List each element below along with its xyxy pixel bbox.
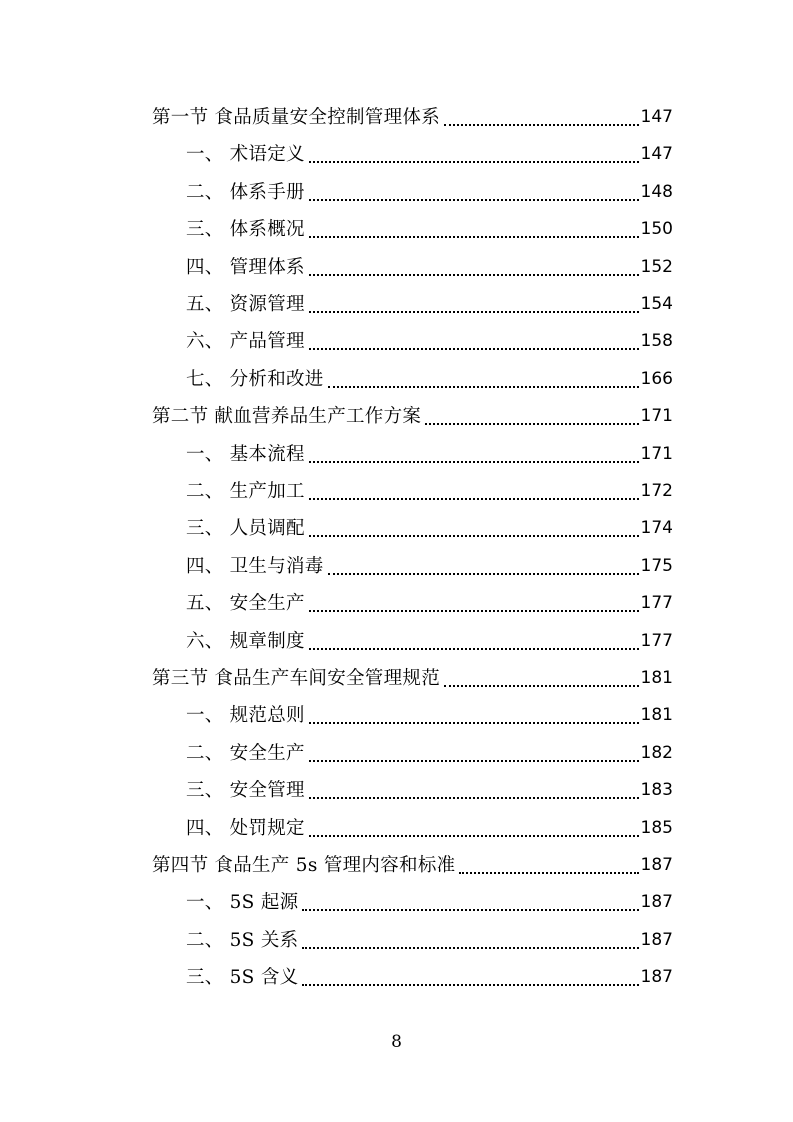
toc-item-row[interactable] [186,174,673,211]
toc-entry-number: 第三节 [152,668,209,689]
dot-leader [309,310,639,313]
toc-item-row[interactable] [186,436,673,473]
toc-item-row[interactable] [186,473,673,510]
toc-entry-title [186,548,324,585]
toc-entry-text: 人员调配 [229,518,305,540]
toc-entry-number: 一、 [186,705,224,727]
toc-item-row[interactable] [186,548,673,585]
toc-entry-text: 5S 含义 [229,967,299,989]
toc-item-row[interactable] [186,922,673,959]
toc-entry-text: 安全管理 [229,780,305,802]
toc-entry-title [152,847,455,884]
toc-item-row[interactable] [186,623,673,660]
toc-page-number: 177 [640,630,673,651]
toc-entry-text: 献血营养品生产工作方案 [214,406,422,428]
toc-item-row[interactable] [186,585,673,622]
toc-entry-title [186,510,305,547]
toc-entry-number: 六、 [186,630,224,652]
toc-entry-text: 产品管理 [229,331,305,353]
toc-entry-title [186,623,305,660]
toc-page-number: 181 [640,668,673,688]
toc-entry-number: 四、 [186,817,224,839]
toc-entry-number: 三、 [186,967,224,989]
toc-entry-title [186,473,305,510]
toc-section-row[interactable] [152,847,673,884]
toc-item-row[interactable] [186,959,673,996]
toc-entry-number: 一、 [186,892,224,914]
toc-section-row[interactable] [152,99,673,136]
toc-entry-number: 三、 [186,518,224,540]
toc-entry-title [186,959,298,996]
toc-item-row[interactable] [186,211,673,248]
toc-item-row[interactable] [186,286,673,323]
toc-entry-number: 七、 [186,368,224,390]
toc-entry-title [186,697,305,734]
toc-entry-title [152,398,421,435]
toc-entry-number: 一、 [186,144,224,166]
toc-entry-text: 管理体系 [229,256,305,278]
dot-leader [309,609,639,612]
toc-item-row[interactable] [186,735,673,772]
dot-leader [425,422,638,425]
dot-leader [309,497,639,500]
dot-leader [328,572,639,575]
toc-section-row[interactable] [152,660,673,697]
dot-leader [309,347,639,350]
toc-entry-text: 体系手册 [229,181,305,203]
dot-leader [302,908,638,911]
toc-entry-text: 规范总则 [229,705,305,727]
toc-entry-title [186,810,305,847]
toc-entry-title [186,286,305,323]
toc-page-number: 172 [640,481,673,501]
toc-page-number: 175 [640,555,673,576]
toc-item-row[interactable] [186,884,673,921]
toc-entry-title [186,361,324,398]
toc-entry-number: 三、 [186,780,224,802]
toc-entry-text: 规章制度 [229,630,305,652]
toc-section-row[interactable] [152,398,673,435]
toc-page-number: 154 [640,294,673,314]
toc-page-number: 185 [640,817,673,838]
dot-leader [309,534,639,537]
toc-item-row[interactable] [186,323,673,360]
toc-page-number: 147 [640,107,673,127]
toc-entry-number: 二、 [186,181,224,203]
toc-entry-number: 第二节 [152,406,209,428]
toc-entry-text: 食品质量安全控制管理体系 [214,107,441,128]
toc-page-number: 187 [640,967,673,988]
dot-leader [309,273,639,276]
toc-item-row[interactable] [186,697,673,734]
toc-page-number: 182 [640,742,673,763]
toc-entry-text: 术语定义 [229,144,305,166]
toc-entry-number: 六、 [186,331,224,353]
toc-entry-text: 5S 关系 [229,929,299,951]
toc-entry-title [186,249,305,286]
toc-entry-title [186,922,298,959]
toc-page-number: 187 [640,929,673,950]
toc-entry-number: 二、 [186,742,224,764]
dot-leader [302,946,638,949]
toc-entry-title [152,99,440,136]
toc-page-number: 171 [640,406,673,427]
toc-entry-text: 安全生产 [229,593,305,615]
toc-entry-text: 5S 起源 [229,892,299,914]
toc-entry-number: 四、 [186,256,224,278]
dot-leader [459,871,638,874]
toc-page-number: 187 [640,855,673,875]
dot-leader [309,721,639,724]
toc-entry-text: 分析和改进 [229,368,324,390]
toc-page-number: 187 [640,892,673,913]
toc-entry-title [186,323,305,360]
toc-entry-number: 一、 [186,443,224,465]
toc-item-row[interactable] [186,136,673,173]
dot-leader [444,123,639,126]
toc-entry-text: 处罚规定 [229,817,305,839]
dot-leader [309,198,639,201]
dot-leader [309,796,639,799]
toc-entry-text: 资源管理 [229,294,305,315]
toc-entry-text: 生产加工 [229,481,305,502]
toc-page-number: 152 [640,256,673,277]
toc-page-number: 171 [640,443,673,464]
toc-entry-title [186,735,305,772]
toc-entry-title [186,174,305,211]
dot-leader [328,385,639,388]
toc-entry-text: 卫生与消毒 [229,555,324,577]
dot-leader [309,160,639,163]
toc-entry-number: 二、 [186,929,224,951]
toc-page-number: 166 [640,368,673,389]
toc-entry-number: 五、 [186,294,224,315]
dot-leader [302,983,638,986]
dot-leader [309,235,639,238]
dot-leader [309,834,639,837]
toc-entry-title [186,136,305,173]
toc-entry-number: 二、 [186,481,224,502]
toc-entry-number: 第一节 [152,107,209,128]
toc-entry-number: 第四节 [152,855,209,876]
dot-leader [309,460,639,463]
toc-entry-text: 体系概况 [229,219,305,241]
toc-page-number: 181 [640,705,673,726]
toc-entry-title [186,585,305,622]
toc-entry-title [186,211,305,248]
toc-item-row[interactable] [186,249,673,286]
toc-item-row[interactable] [186,772,673,809]
toc-page-number: 147 [640,144,673,165]
toc-entry-number: 四、 [186,555,224,577]
toc-entry-number: 三、 [186,219,224,241]
toc-entry-text: 食品生产 5s 管理内容和标准 [214,855,456,876]
dot-leader [444,684,639,687]
page-number: 8 [391,1032,402,1052]
toc-item-row[interactable] [186,510,673,547]
toc-item-row[interactable] [186,810,673,847]
toc-entry-title [152,660,440,697]
toc-entry-number: 五、 [186,593,224,615]
toc-entry-title [186,436,305,473]
toc-entry-text: 基本流程 [229,443,305,465]
toc-entry-text: 食品生产车间安全管理规范 [214,668,441,689]
toc-page-number: 183 [640,780,673,801]
dot-leader [309,759,639,762]
toc-entry-title [186,772,305,809]
toc-item-row[interactable] [186,361,673,398]
dot-leader [309,647,639,650]
toc-page-number: 177 [640,593,673,614]
toc-page-number: 158 [640,331,673,352]
toc-page-number: 174 [640,518,673,539]
toc-page-number: 148 [640,181,673,202]
toc-entry-title [186,884,298,921]
toc-entry-text: 安全生产 [229,742,305,764]
toc-page-number: 150 [640,219,673,240]
